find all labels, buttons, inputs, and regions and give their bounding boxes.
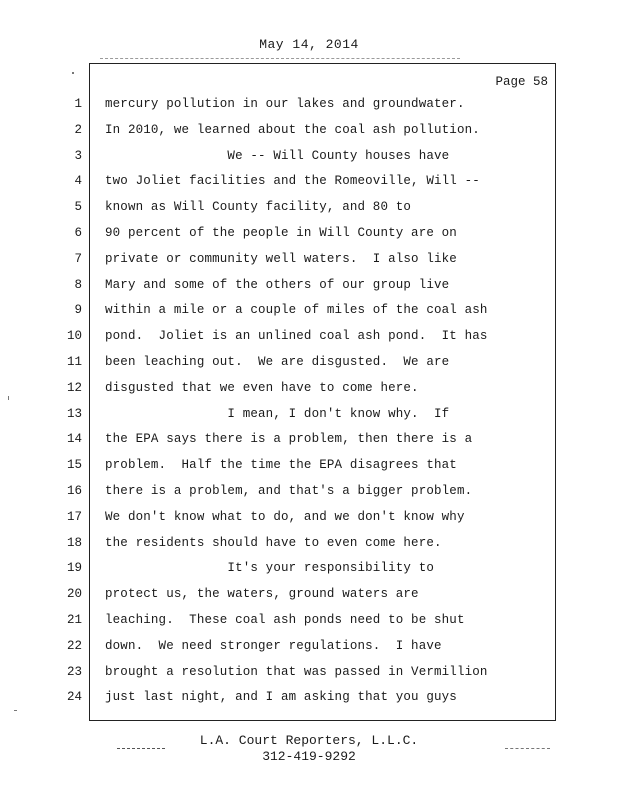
line-number: 5 <box>74 200 82 215</box>
transcript-line-text: 90 percent of the people in Will County are on <box>105 226 457 240</box>
scan-speck <box>8 396 9 400</box>
line-number: 20 <box>66 587 82 602</box>
transcript-line-text: disgusted that we even have to come here. <box>105 380 419 395</box>
transcript-line-text: In 2010, we learned about the coal ash pollution. <box>105 122 480 137</box>
transcript-line-text: been leaching out. We are disgusted. We are <box>105 355 450 369</box>
line-number: 4 <box>74 174 82 189</box>
transcript-line-text: within a mile or a couple of miles of the coal ash <box>105 303 488 318</box>
header-date: May 14, 2014 <box>259 37 359 52</box>
scan-speck <box>14 710 17 711</box>
line-number: 3 <box>74 148 82 163</box>
transcript-line-text: there is a problem, and that's a bigger problem. <box>105 484 473 498</box>
line-number: 8 <box>74 277 82 292</box>
line-number: 14 <box>66 432 82 447</box>
footer-phone-number: 312-419-9292 <box>262 749 356 764</box>
transcript-line-text: I mean, I don't know why. If <box>105 406 450 421</box>
transcript-line-text: two Joliet facilities and the Romeoville, Will -- <box>105 174 480 189</box>
transcript-line-text: mercury pollution in our lakes and groundwater. <box>105 97 465 111</box>
footer-mark-right <box>505 748 550 749</box>
transcript-line-text: We don't know what to do, and we don't know why <box>105 509 465 524</box>
line-number: 6 <box>74 226 82 240</box>
transcript-line-text: down. We need stronger regulations. I have <box>105 638 442 653</box>
line-number: 23 <box>66 664 82 679</box>
line-number: 10 <box>66 329 82 344</box>
line-number: 1 <box>74 97 82 111</box>
footer-company-name: L.A. Court Reporters, L.L.C. <box>199 733 419 748</box>
transcript-line-text: brought a resolution that was passed in Vermillion <box>105 664 488 679</box>
line-number: 15 <box>66 458 82 473</box>
line-number: 21 <box>66 613 82 627</box>
transcript-line-text: pond. Joliet is an unlined coal ash pond. It has <box>105 329 488 344</box>
transcript-line-text: the residents should have to even come here. <box>105 535 442 550</box>
transcript-line-text: the EPA says there is a problem, then there is a <box>105 432 473 447</box>
transcript-line-text: problem. Half the time the EPA disagrees that <box>105 458 457 473</box>
line-number: 13 <box>66 406 82 421</box>
transcript-line-text: just last night, and I am asking that you guys <box>105 690 457 705</box>
transcript-line-text: We -- Will County houses have <box>105 148 450 163</box>
line-number: 18 <box>66 535 82 550</box>
transcript-line-text: leaching. These coal ash ponds need to be shut <box>105 613 465 627</box>
line-number: 7 <box>74 251 82 266</box>
line-number: 11 <box>66 355 82 369</box>
line-number: 19 <box>66 561 82 576</box>
transcript-line-text: known as Will County facility, and 80 to <box>105 200 412 215</box>
page-number: Page 58 <box>495 75 548 89</box>
header-divider <box>100 58 460 59</box>
transcript-line-text: It's your responsibility to <box>105 561 435 576</box>
line-number: 9 <box>74 303 82 318</box>
scan-speck <box>72 72 74 74</box>
transcript-line-text: private or community well waters. I also like <box>105 251 457 266</box>
line-number: 24 <box>66 690 82 705</box>
transcript-line-text: Mary and some of the others of our group live <box>105 277 450 292</box>
line-number: 22 <box>66 638 82 653</box>
line-number: 17 <box>66 509 82 524</box>
line-number: 12 <box>66 380 82 395</box>
line-number: 16 <box>66 484 82 498</box>
line-number: 2 <box>74 122 82 137</box>
transcript-line-text: protect us, the waters, ground waters are <box>105 587 419 602</box>
